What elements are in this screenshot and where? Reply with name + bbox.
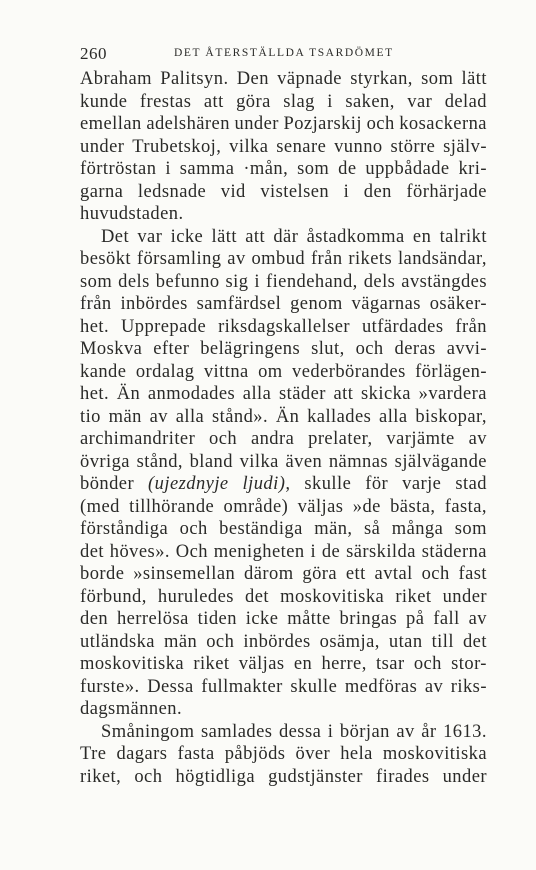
word: nämnas [328,451,389,472]
text-line [80,518,487,541]
word: förhärjade [406,181,487,202]
word: lätt [211,226,237,247]
word: andra [250,429,295,449]
text-line [80,203,487,226]
word: fasta [177,744,215,764]
word: förståndiga [80,519,169,539]
word: större [390,136,436,157]
word: ljudi), [242,474,291,494]
word: kunde [80,91,128,112]
word: landsändar, [397,249,487,269]
text-line [80,316,487,339]
word: moskovitiska [280,586,385,607]
word: samfärdsel [196,294,282,314]
word: Trubetskoj, [132,136,222,157]
word: som [421,69,454,89]
word: styrkan, [350,69,413,89]
text-line [80,428,487,451]
word: inbördes [243,631,311,652]
word: tio [80,406,101,427]
word: var [407,91,433,112]
word: utan [388,631,423,652]
page-number: 260 [80,44,107,63]
word: talrikt [439,226,487,247]
word: som [80,271,113,292]
word: på [406,609,425,629]
word: från [455,316,487,337]
word: huvudstaden. [80,204,184,224]
word: riket, [80,766,122,787]
word: inbördes [120,294,188,314]
word: menigheten [213,541,305,562]
word: och [413,654,442,674]
word: bland [189,451,233,472]
word: avtal [374,564,413,584]
word: från [310,249,343,269]
text-line [80,721,487,744]
word: skicka [361,384,411,404]
word: emellan [80,114,142,134]
word: sig [225,271,249,292]
word: måtte [287,609,331,629]
word: stor- [451,654,487,674]
word: särskilda [346,541,416,562]
word: en [412,226,432,247]
word: att [203,91,224,112]
word: till [431,631,454,652]
word: moskovitiska [382,744,487,764]
word: vunno [334,136,383,157]
word: fullmakter [201,676,283,697]
text-line [80,766,487,789]
word: under [234,114,279,134]
word: om [258,361,283,382]
word: kri- [458,159,487,179]
word: under [80,136,125,157]
word: ombud [251,249,306,269]
text-line [80,158,487,181]
word: som [297,159,330,179]
word: Abraham [80,69,152,89]
word: anmodades [147,384,236,404]
word: Och [175,541,208,562]
word: och [134,766,163,787]
text-line [80,743,487,766]
word: alla [175,406,205,427]
word: och [179,519,208,539]
word: riket [395,586,432,607]
word: en [293,654,313,674]
word: archimandriter [80,429,196,449]
word: så [363,519,381,539]
word: väpnade [277,69,342,89]
word: fast [458,564,487,584]
word: väljas [297,496,344,517]
word: icke [245,609,279,629]
word: vid [220,181,246,202]
word: samma [179,159,235,179]
word: i [343,181,350,202]
running-head: DET ÅTERSTÄLLDA TSARDÖMET [174,47,394,59]
word: av [227,249,246,269]
word: icke [170,226,204,247]
word: Tre [80,744,107,764]
word: beständiga [219,519,303,539]
word: avstängdes [401,271,487,292]
word: deras [394,339,436,359]
word: utländska [80,631,155,652]
word: riksdagskallelser [218,316,351,337]
word: göra [236,91,271,112]
word: tsar [376,654,405,674]
text-line [80,608,487,631]
word: stånd, [136,451,183,472]
word: i [254,271,261,292]
word: män [108,406,142,427]
word: ett [345,564,366,584]
word: kande [80,361,127,382]
word: under [442,586,487,607]
word: avvi- [446,339,487,359]
word: av [468,609,487,629]
text-line [80,563,487,586]
word: att [333,384,354,404]
word: 1613. [443,721,487,742]
word: fasta, [444,496,487,517]
word: män [163,631,198,652]
word: slag [283,91,315,112]
word: bringas [339,609,398,629]
word: het. [80,384,110,404]
word: där [273,226,299,247]
word: i [310,541,317,562]
word: furste». [80,676,140,697]
word: medföras [344,676,418,697]
word: högtidliga [175,766,256,787]
word: rikets [348,249,393,269]
word: genom [290,294,343,314]
word: varje [402,474,442,494]
word: herrelösa [116,609,189,629]
text-line [80,226,487,249]
word: vägarnas [351,294,421,314]
text-line [80,293,487,316]
word: »sinsemellan [133,564,236,584]
word: vittna [203,361,249,382]
word: höves». [109,541,170,562]
word: och [209,429,238,449]
word: fiendehand, [265,271,358,292]
word: Pozjarskij [283,114,362,134]
word: påbjöds [224,744,286,764]
word: alla [379,406,408,427]
word: samlades [201,721,273,742]
word: den [363,181,392,202]
word: befunno [155,271,220,292]
word: och [206,631,235,652]
word: firades [376,766,430,787]
word: moskovitiska [80,654,185,674]
word: efter [153,339,190,359]
word: dagars [116,744,168,764]
word: och [421,564,450,584]
word: (med [80,496,120,517]
word: av [149,406,168,427]
word: bönder [80,474,135,494]
word: därom [244,564,294,584]
word: huruledes [157,586,234,607]
text-line [80,473,487,496]
word: Dessa [147,676,194,697]
word: Palitsyn. [160,69,229,89]
word: män, [314,519,353,539]
word: ledsnade [137,181,207,202]
word: vistelsen [260,181,330,202]
text-line [80,338,487,361]
word: herre, [321,654,367,674]
word: ·mån, [243,159,289,179]
text-line [80,361,487,384]
word: uppbådade [365,159,450,179]
word: början [339,721,390,742]
text-line [80,271,487,294]
word: för [365,474,389,494]
text-line [80,68,487,91]
text-line [80,451,487,474]
word: förlägen- [415,361,487,382]
word: de [321,541,341,562]
word: förbund, [80,586,147,607]
text-line [80,113,487,136]
text-line [80,541,487,564]
word: utfärdades [361,316,444,337]
word: belägringens [200,339,301,359]
word: kallades [307,406,372,427]
word: från [80,294,112,314]
text-line [80,586,487,609]
word: vederbörandes [292,361,406,382]
word: städer [278,384,326,404]
text-line [80,496,487,519]
word: övriga [80,451,130,472]
word: av [424,676,444,697]
word: vilka [239,451,279,472]
word: Den [236,69,269,89]
word: lätt [461,69,487,89]
word: och [366,114,395,134]
word: församling [136,249,222,269]
text-line [80,676,487,699]
word: dagsmännen. [80,699,183,719]
word: som [454,519,487,539]
word: besökt [80,249,132,269]
page-header [80,44,480,64]
word: stånd». [211,406,269,427]
word: många [391,519,444,539]
text-line [80,136,487,159]
word: »de [352,496,381,517]
word: Moskva [80,339,143,359]
word: gudstjänster [268,766,363,787]
word: kosackerna [399,114,487,134]
text-line [80,653,487,676]
word: område) [223,496,289,517]
word: även [285,451,323,472]
text-line [80,383,487,406]
word: varjämte [386,429,455,449]
word: ordalag [135,361,195,382]
word: dels [118,271,150,292]
word: frestas [139,91,192,112]
word: (ujezdnyje [148,474,229,494]
word: delad [444,91,487,112]
word: var [137,226,163,247]
text-line [80,181,487,204]
word: det [462,631,487,652]
word: het. [80,316,110,337]
word: fall [433,609,460,629]
text-line [80,406,487,429]
word: att [245,226,266,247]
word: av [468,429,487,449]
text-line [80,248,487,271]
word: Än [275,406,300,427]
word: Det [101,226,130,247]
word: i [327,721,334,742]
word: Upprepade [120,316,207,337]
word: biskopar, [415,406,487,427]
word: prelater, [308,429,373,449]
word: »vardera [418,384,487,404]
word: Småningom [101,721,195,742]
word: och [355,339,384,359]
word: osämja, [319,631,380,652]
word: riket [193,654,230,674]
word: Än [116,384,141,404]
word: över [295,744,331,764]
word: dessa [278,721,322,742]
word: saken, [345,91,395,112]
word: år [421,721,437,742]
word: skulle [290,676,338,697]
word: göra [302,564,338,584]
word: riks- [450,676,487,697]
text-line [80,631,487,654]
word: av [396,721,415,742]
word: dels [363,271,396,292]
word: bästa, [390,496,436,517]
word: alla [242,384,272,404]
word: adelshären [146,114,230,134]
text-line [80,698,487,721]
word: under [442,766,487,787]
word: slut, [311,339,345,359]
word: väljas [238,654,285,674]
word: i [327,91,333,112]
word: stad [455,474,487,494]
word: vilka [229,136,269,157]
word: borde [80,564,125,584]
word: självägande [394,451,487,472]
word: hela [340,744,373,764]
word: tillhörande [129,496,215,517]
word: skulle [304,474,352,494]
word: det [80,541,104,562]
word: osäker- [429,294,487,314]
word: garna [80,181,124,202]
word: åstadkomma [306,226,405,247]
word: det [245,586,269,607]
word: tiden [197,609,237,629]
word: själv- [443,136,487,157]
word: de [338,159,357,179]
word: i [165,159,171,179]
word: senare [276,136,327,157]
word: städerna [421,541,487,562]
word: förtröstan [80,159,157,179]
body-text [80,68,487,788]
word: den [80,609,109,629]
text-line [80,91,487,114]
